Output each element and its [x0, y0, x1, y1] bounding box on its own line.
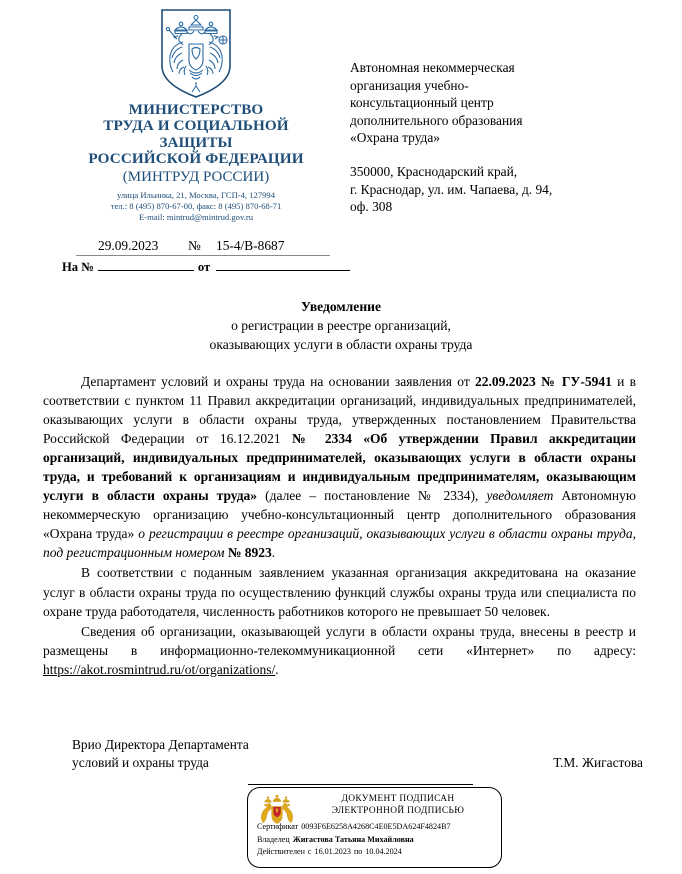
addressee-address	[350, 163, 640, 216]
letterhead-header	[0, 0, 682, 285]
estamp-validity-row	[257, 846, 501, 859]
estamp-heading-line-1: ДОКУМЕНТ ПОДПИСАН	[341, 794, 455, 804]
estamp-heading-line-2: ЭЛЕКТРОННОЙ ПОДПИСЬЮ	[331, 806, 465, 817]
document-date: 29.09.2023	[98, 238, 159, 253]
estamp-owner-value: Жигастова Татьяна Михайловна	[292, 834, 414, 844]
registry-url-link[interactable]: https://akot.rosmintrud.ru/ot/organizations/	[43, 661, 276, 677]
addressee-addr-line-1: 350000, Краснодарский край,	[350, 163, 518, 179]
document-dateline	[76, 238, 330, 256]
notify-verb: уведомляет	[486, 488, 554, 504]
ministry-name	[46, 102, 346, 168]
document-subtitle-line-1: о регистрации в реестре организаций,	[231, 318, 451, 333]
estamp-details	[257, 821, 501, 859]
ministry-phone: тел.: 8 (495) 870-67-00, факс: 8 (495) 870-68-71	[110, 200, 282, 211]
page-title: Уведомление	[300, 299, 382, 314]
estamp-heading	[298, 793, 498, 818]
estamp-owner-row	[257, 834, 501, 847]
addressee-addr-line-2: г. Краснодар, ул. им. Чапаева, д. 94,	[350, 181, 553, 197]
ministry-address: улица Ильинка, 21, Москва, ГСП-4, 127994	[116, 189, 276, 200]
ministry-name-line-2: ТРУДА И СОЦИАЛЬНОЙ	[103, 117, 289, 135]
resolution-citation: № 2334 «Об утверждении Правил аккредитации организаций, индивидуальных предпринимателей, оказывающих услуги в области охраны труда, и требований к организациям и индивидуальным предпринимателям, оказывающим услуги в области охраны труда»	[43, 431, 637, 504]
p1-period: .	[271, 545, 276, 561]
russian-coat-of-arms-gold-icon	[259, 794, 295, 824]
application-number: № ГУ-5941	[541, 374, 612, 389]
body-paragraph-2: В соответствии с поданным заявлением указанная организация аккредитована на оказание услуг в области охраны труда по осуществлению функций службы охраны труда или специалиста по охране труда работодателя, численность работников которого не превышает 50 человек.	[43, 565, 636, 619]
estamp-certificate-row	[257, 821, 501, 834]
p3-period: .	[275, 661, 279, 677]
p1-intro: Департамент условий и охраны труда на основании заявления от	[81, 374, 476, 389]
on-ref-label: На №	[62, 260, 94, 274]
ministry-name-line-3: ЗАЩИТЫ	[159, 133, 233, 151]
addressee-addr-line-3: оф. 308	[350, 199, 393, 215]
registration-statement: о регистрации в реестре организаций, оказывающих услуги в области охраны труда, под регистрационным номером	[43, 526, 636, 561]
estamp-valid-from-label: с	[307, 847, 312, 857]
signatory-title-line-2: условий и охраны труда	[72, 754, 209, 770]
on-ref-number-blank	[98, 259, 194, 271]
addressee-organization	[350, 59, 640, 147]
signatory-name: Т.М. Жигастова	[553, 754, 643, 770]
ministry-email: E-mail: mintrud@mintrud.gov.ru	[138, 212, 254, 223]
ministry-short-name: (МИНТРУД РОССИИ)	[122, 168, 270, 185]
p1-middle: и в соответствии с пунктом 11 Правил аккредитации организаций, индивидуальных предпринимателей, оказывающих услуги в области охраны труда, утвержденных постановлением Правительства Российской Федерации от 16.12.2021	[43, 374, 637, 447]
addressee-org-line-3: консультационный центр	[350, 95, 494, 111]
incoming-reference-line	[62, 258, 350, 276]
ministry-letterhead	[46, 8, 346, 224]
estamp-valid-to-label: по	[353, 847, 363, 857]
p3-intro: Сведения об организации, оказывающей услуги в области охраны труда, внесены в реестр и размещены в информационно-телекоммуникационной сети «Интернет» по адресу:	[43, 623, 636, 658]
estamp-valid-from: 16.01.2023	[314, 847, 351, 857]
p1-after-citation: (далее – постановление № 2334),	[257, 488, 487, 504]
signatory-title-line-1: Врио Директора Департамента	[72, 737, 249, 752]
body-paragraph-1	[43, 372, 636, 562]
document-subtitle	[41, 316, 641, 354]
body-paragraph-3	[43, 622, 636, 679]
ministry-contacts	[46, 190, 346, 224]
addressee-org-line-4: дополнительного образования	[350, 112, 523, 128]
document-subtitle-line-2: оказывающих услуги в области охраны труда	[209, 337, 473, 352]
signatory-title	[72, 736, 392, 771]
number-sign: №	[188, 238, 201, 253]
ministry-name-line-4: РОССИЙСКОЙ ФЕДЕРАЦИИ	[88, 150, 304, 168]
addressee-org-line-5: «Охрана труда»	[350, 130, 440, 146]
p1-org-reference: Автономную некоммерческую организацию учебно-консультационный центр дополнительного образования «Охрана труда»	[43, 488, 636, 542]
addressee-org-line-1: Автономная некоммерческая	[350, 60, 515, 75]
document-title-block	[41, 297, 641, 354]
estamp-owner-label: Владелец	[257, 834, 290, 844]
russian-coat-of-arms-icon	[156, 8, 236, 100]
estamp-certificate-value: 0093F6E6258A4268C4E0E5DA624F4824B7	[301, 822, 451, 831]
on-ref-date-blank	[216, 259, 350, 271]
application-date: 22.09.2023	[475, 374, 536, 389]
estamp-valid-to: 10.04.2024	[365, 847, 402, 857]
signature-line-rule	[248, 783, 473, 785]
addressee-block	[350, 59, 640, 216]
estamp-validity-label: Действителен	[257, 847, 305, 857]
on-ref-from-label: от	[197, 260, 211, 274]
registration-number: № 8923	[227, 545, 272, 561]
ministry-name-line-1: МИНИСТЕРСТВО	[128, 101, 264, 118]
estamp-certificate-label: Сертификат	[257, 822, 299, 831]
document-number: 15-4/В-8687	[216, 238, 285, 253]
electronic-signature-stamp	[247, 787, 502, 868]
document-body	[43, 372, 636, 679]
addressee-org-line-2: организация учебно-	[350, 77, 469, 93]
